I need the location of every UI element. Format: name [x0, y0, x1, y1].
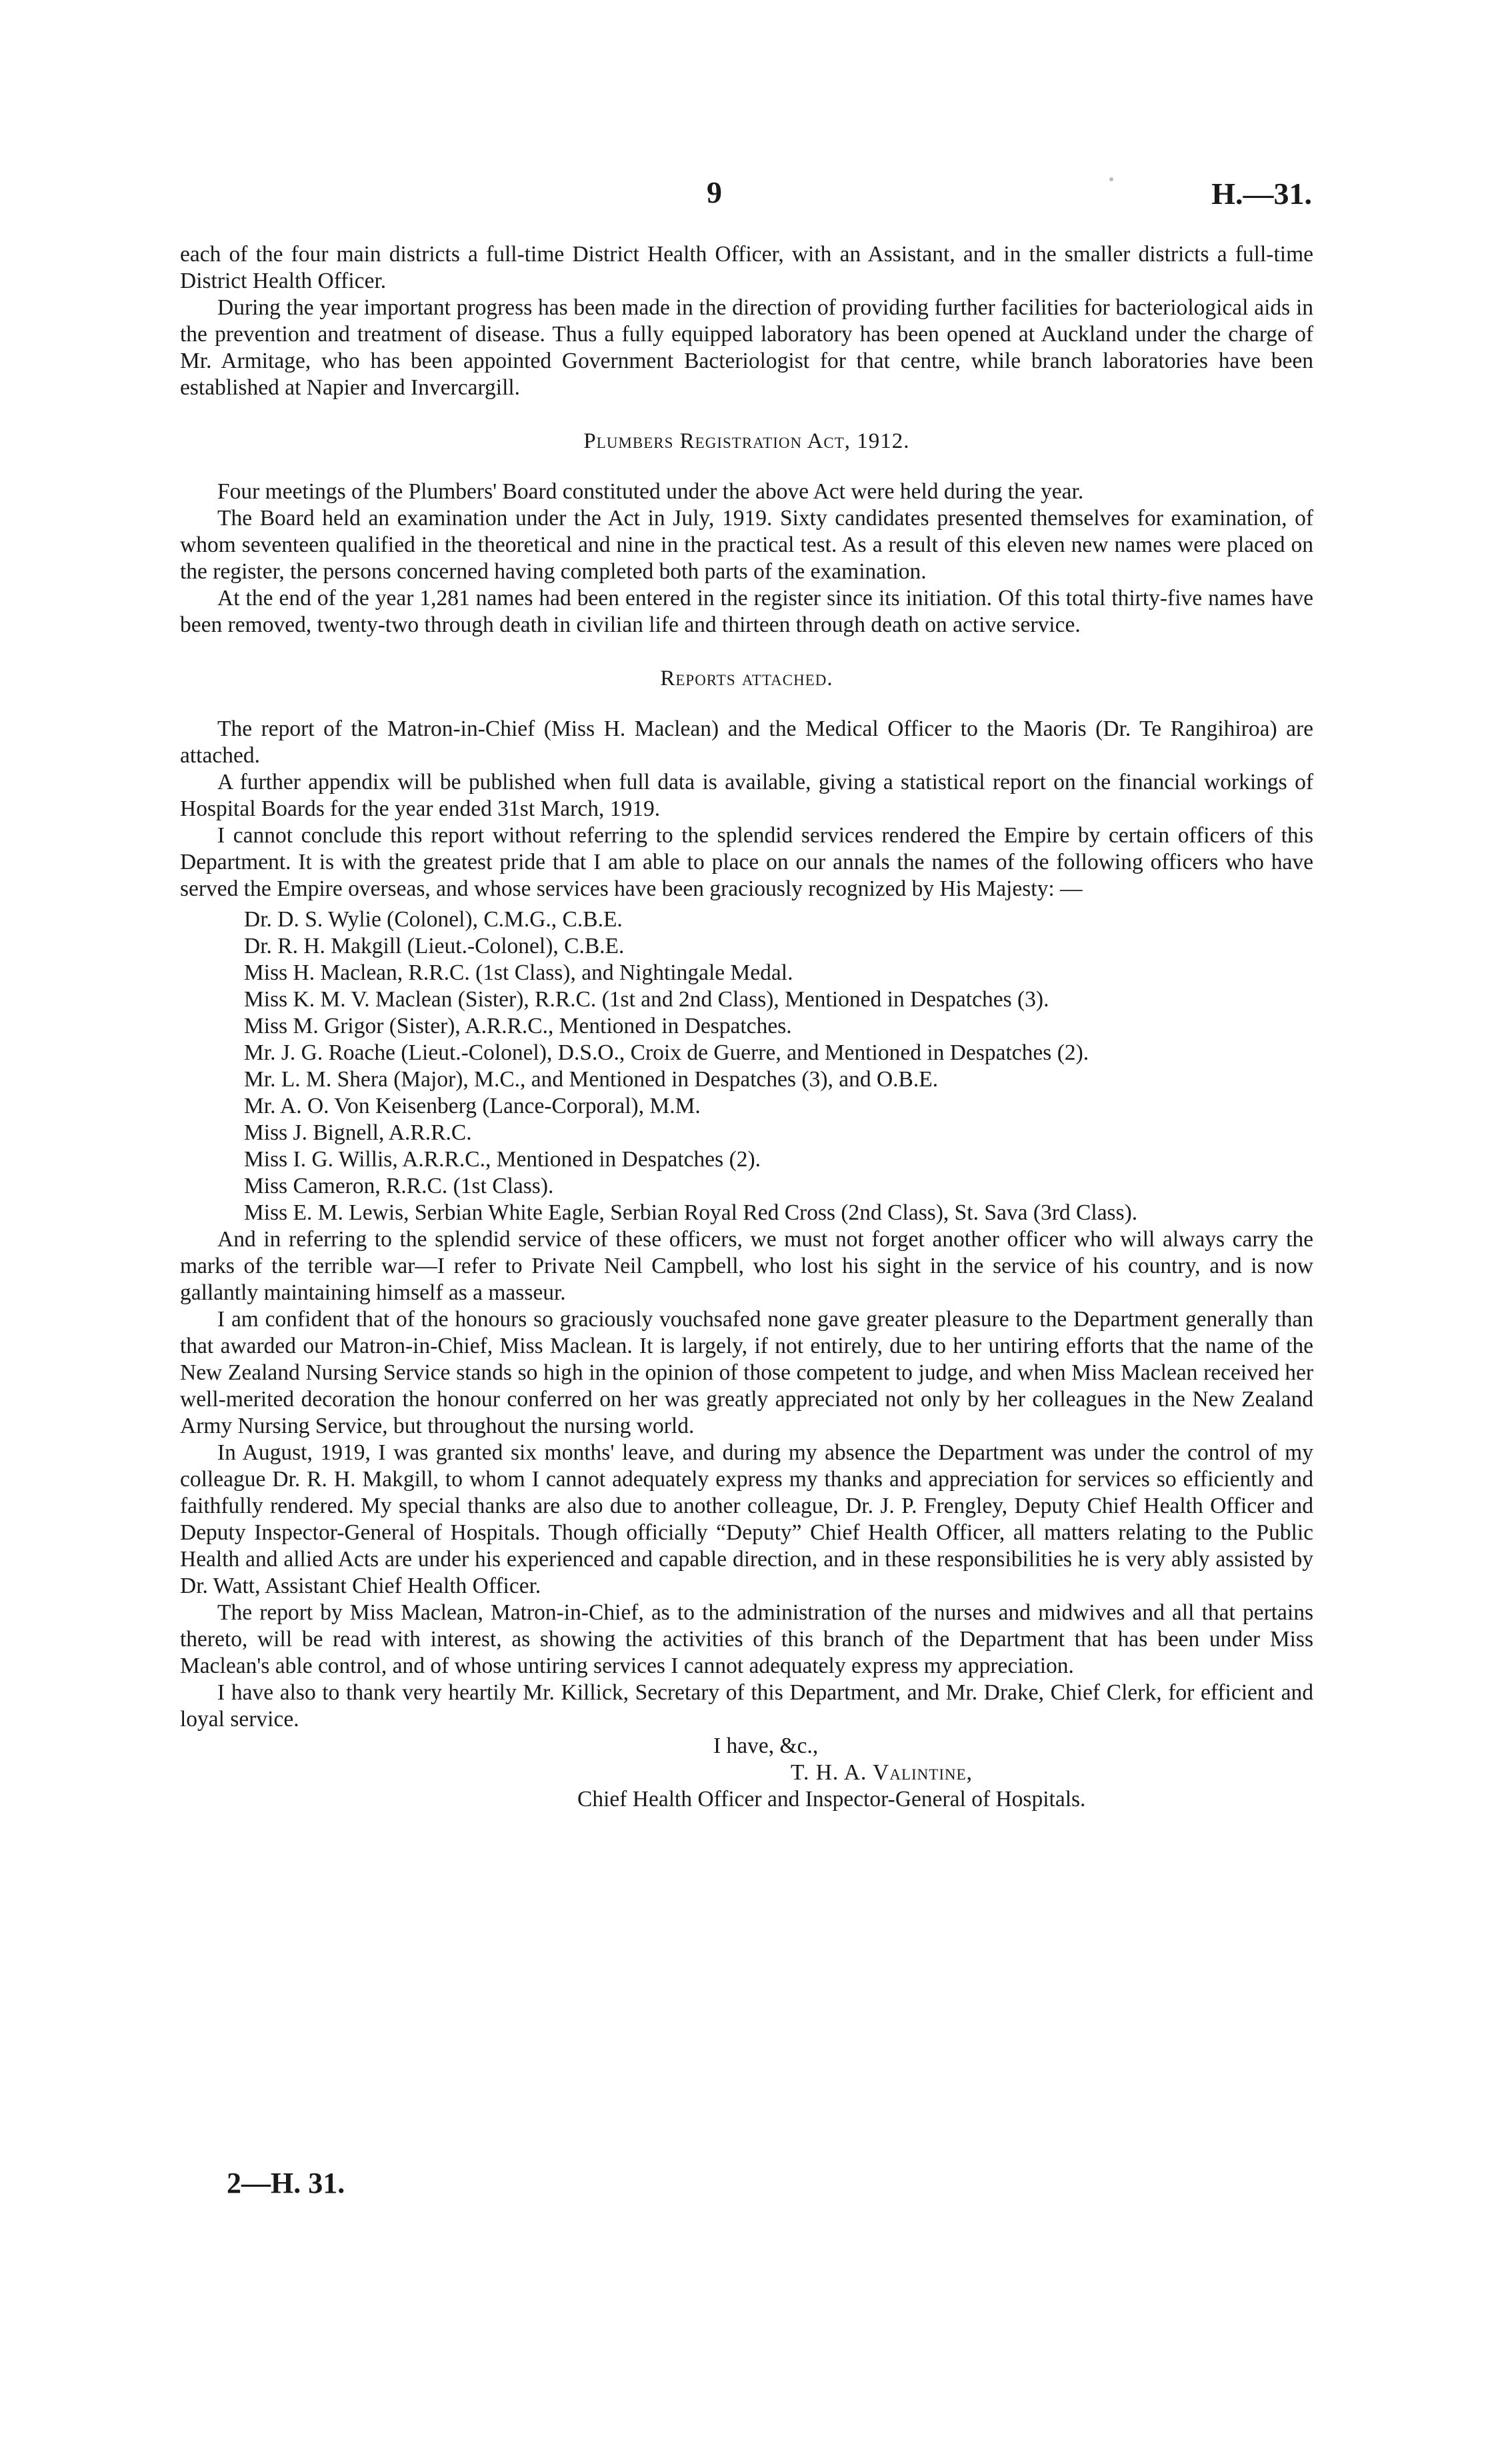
paragraph-examination: The Board held an examination under the Act in July, 1919. Sixty candidates presented themselves for examination, of whom seventeen qualified in the theoretical and nine in the practical test. As a result of this eleven new names were placed on the register, the persons concerned having completed both parts of the examination.: [180, 506, 1313, 584]
document-code: H.—31.: [1211, 177, 1312, 211]
honours-item: Mr. A. O. Von Keisenberg (Lance-Corporal), M.M.: [244, 1094, 701, 1118]
honours-item: Miss K. M. V. Maclean (Sister), R.R.C. (1st and 2nd Class), Mentioned in Despatches (3).: [244, 987, 1049, 1012]
signoff-block: [180, 1733, 1313, 1813]
signoff-name: T. H. A. Valintine,: [791, 1760, 973, 1785]
paragraph-nurses-report: The report by Miss Maclean, Matron-in-Chief, as to the administration of the nurses and midwives and all that pertains thereto, will be read with interest, as showing the activities of this branch of the Department that has been under Miss Maclean's able control, and of whose untiring services I cannot adequately express my appreciation.: [180, 1600, 1313, 1678]
honours-item: Miss I. G. Willis, A.R.R.C., Mentioned in Despatches (2).: [244, 1147, 761, 1172]
section-heading-reports: Reports attached.: [660, 666, 833, 690]
paragraph-continuation: each of the four main districts a full-time District Health Officer, with an Assistant, and in the smaller districts a full-time District Health Officer.: [180, 242, 1313, 293]
paragraph-reports-attached: The report of the Matron-in-Chief (Miss H. Maclean) and the Medical Officer to the Maoris (Dr. Te Rangihiroa) are attached.: [180, 716, 1313, 768]
honours-item: Miss M. Grigor (Sister), A.R.R.C., Mentioned in Despatches.: [244, 1014, 792, 1038]
paragraph-register: At the end of the year 1,281 names had been entered in the register since its initiation. Of this total thirty-five names have been removed, twenty-two through death in civilian life and thirteen through death on active service.: [180, 586, 1313, 637]
paragraph-leave: In August, 1919, I was granted six months' leave, and during my absence the Department was under the control of my colleague Dr. R. H. Makgill, to whom I cannot adequately express my thanks and appreciation for services so efficiently and faithfully rendered. My special thanks are also due to another colleague, Dr. J. P. Frengley, Deputy Chief Health Officer and Deputy Inspector-General of Hospitals. Though officially “Deputy” Chief Health Officer, all matters relating to the Public Health and allied Acts are under his experienced and capable direction, and in these responsibilities he is very ably assisted by Dr. Watt, Assistant Chief Health Officer.: [180, 1440, 1313, 1598]
stray-mark: [1109, 177, 1113, 181]
paragraph-thanks: I have also to thank very heartily Mr. Killick, Secretary of this Department, and Mr. Drake, Chief Clerk, for efficient and loyal service.: [180, 1680, 1313, 1732]
paragraph-empire-services: I cannot conclude this report without referring to the splendid services rendered the Empire by certain officers of this Department. It is with the greatest pride that I am able to place on our annals the names of the following officers who have served the Empire overseas, and whose services have been graciously recognized by His Majesty: —: [180, 823, 1313, 901]
honours-item: Dr. D. S. Wylie (Colonel), C.M.G., C.B.E.: [244, 907, 623, 932]
honours-item: Miss Cameron, R.R.C. (1st Class).: [244, 1174, 554, 1198]
page-header: [0, 175, 1512, 215]
paragraph-matron-honour: I am confident that of the honours so graciously vouchsafed none gave greater pleasure to the Department generally than that awarded our Matron-in-Chief, Miss Maclean. It is largely, if not entirely, due to her untiring efforts that the name of the New Zealand Nursing Service stands so high in the opinion of those competent to judge, and when Miss Maclean received her well-merited decoration the honour conferred on her was greatly appreciated not only by her colleagues in the New Zealand Army Nursing Service, but throughout the nursing world.: [180, 1307, 1313, 1438]
honours-item: Miss E. M. Lewis, Serbian White Eagle, Serbian Royal Red Cross (2nd Class), St. Sava (3rd Class).: [244, 1200, 1138, 1225]
paragraph-appendix: A further appendix will be published when full data is available, giving a statistical report on the financial workings of Hospital Boards for the year ended 31st March, 1919.: [180, 770, 1313, 821]
page-number: 9: [707, 175, 722, 209]
signoff-closing: I have, &c.,: [713, 1734, 819, 1758]
honours-item: Mr. L. M. Shera (Major), M.C., and Mentioned in Despatches (3), and O.B.E.: [244, 1067, 939, 1092]
section-heading-plumbers: Plumbers Registration Act, 1912.: [583, 429, 910, 453]
paragraph-laboratories: During the year important progress has been made in the direction of providing further facilities for bacteriological aids in the prevention and treatment of disease. Thus a fully equipped laboratory has been opened at Auckland under the charge of Mr. Armitage, who has been appointed Government Bacteriologist for that centre, while branch laboratories have been established at Napier and Invercargill.: [180, 295, 1313, 400]
report-body: [180, 241, 1313, 1813]
signoff-title: Chief Health Officer and Inspector-General of Hospitals.: [577, 1787, 1086, 1812]
footer-signature-code: 2—H. 31.: [227, 2167, 345, 2199]
paragraph-neil-campbell: And in referring to the splendid service of these officers, we must not forget another officer who will always carry the marks of the terrible war—I refer to Private Neil Campbell, who lost his sight in the service of his country, and is now gallantly maintaining himself as a masseur.: [180, 1227, 1313, 1305]
honours-item: Miss J. Bignell, A.R.R.C.: [244, 1120, 472, 1145]
honours-item: Mr. J. G. Roache (Lieut.-Colonel), D.S.O., Croix de Guerre, and Mentioned in Despatches (2).: [244, 1040, 1089, 1065]
paragraph-board-meetings: Four meetings of the Plumbers' Board constituted under the above Act were held during the year.: [217, 479, 1084, 504]
honours-item: Miss H. Maclean, R.R.C. (1st Class), and Nightingale Medal.: [244, 960, 793, 985]
honours-item: Dr. R. H. Makgill (Lieut.-Colonel), C.B.E.: [244, 934, 625, 958]
honours-list: [180, 906, 1313, 1226]
